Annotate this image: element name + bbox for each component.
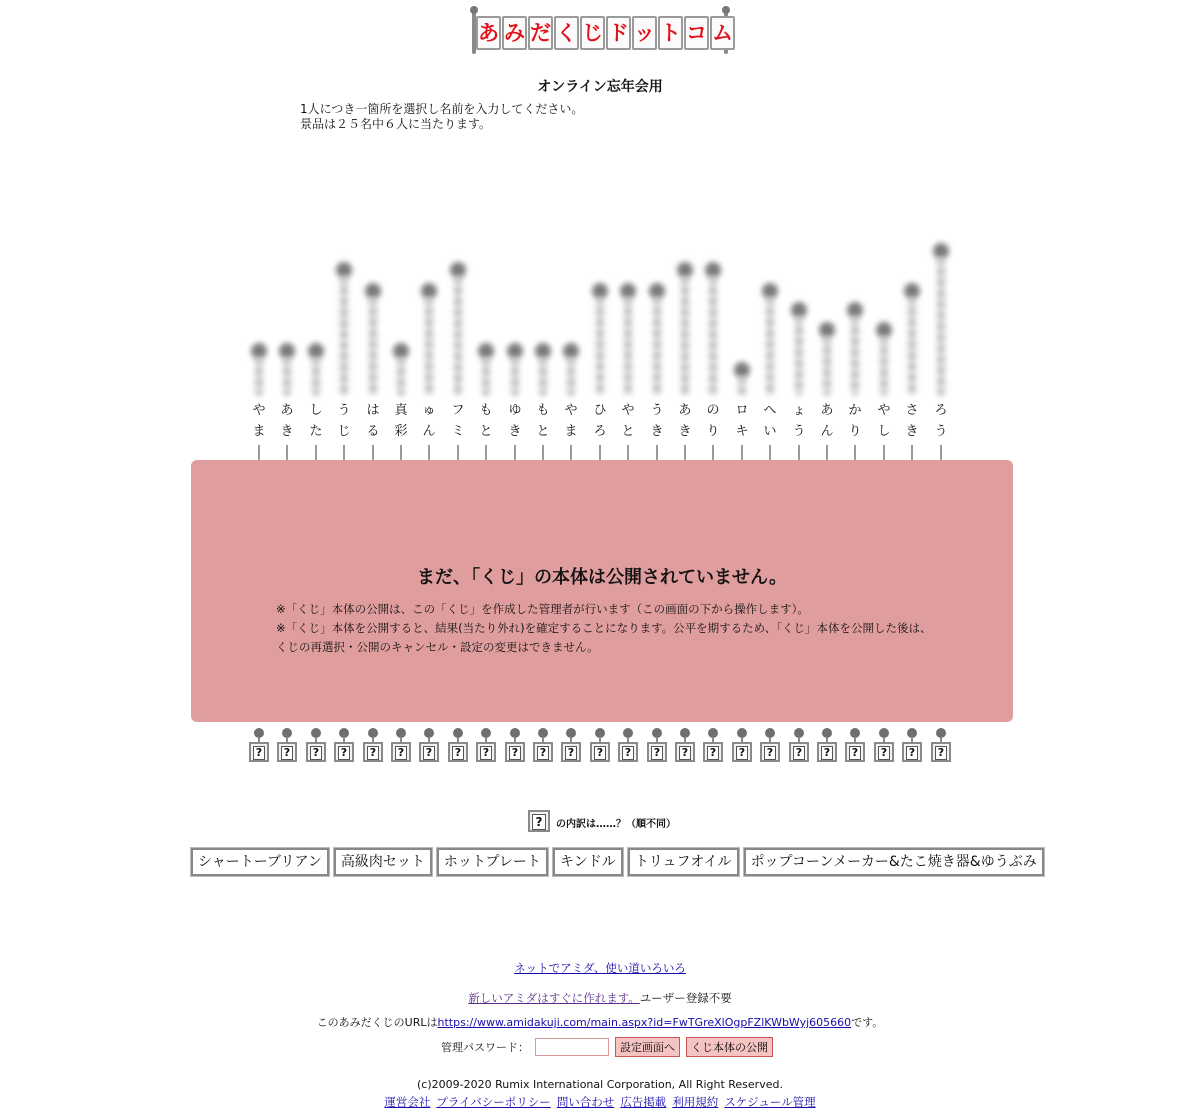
name-char: き — [508, 424, 522, 439]
blurred-stem — [908, 297, 916, 396]
blurred-stem — [766, 297, 774, 396]
name-char: さ — [905, 403, 919, 418]
result-mystery-box — [391, 742, 411, 762]
name-char: き — [905, 424, 919, 439]
publish-button[interactable]: くじ本体の公開 — [686, 1037, 773, 1057]
ladder-line — [826, 445, 828, 460]
question-mark-icon: ? — [395, 746, 407, 760]
name-char: フ — [451, 403, 465, 418]
name-char: と — [536, 424, 550, 439]
breakdown-label: の内訳は……？（順不同） — [556, 819, 676, 830]
participant-name[interactable] — [505, 400, 525, 442]
ladder-line — [258, 445, 260, 460]
question-mark-icon: ? — [622, 746, 634, 760]
name-char: う — [650, 403, 664, 418]
site-logo[interactable] — [472, 8, 733, 56]
name-char: あ — [820, 403, 834, 418]
question-mark-icon: ? — [793, 746, 805, 760]
name-char: ひ — [593, 403, 607, 418]
blurred-stem — [880, 336, 888, 396]
name-char: ま — [564, 424, 578, 439]
name-char: や — [877, 403, 891, 418]
name-char: ゅ — [422, 403, 436, 418]
instructions — [300, 102, 583, 132]
result-mystery-box — [419, 742, 439, 762]
blurred-stem — [653, 297, 661, 396]
blurred-stem — [709, 276, 717, 396]
ladder-line — [940, 445, 942, 460]
question-mark-icon: ? — [679, 746, 691, 760]
result-mystery-box — [647, 742, 667, 762]
participant-name[interactable] — [732, 400, 752, 442]
logo-banner — [476, 16, 733, 50]
name-char: ん — [820, 424, 834, 439]
name-char: の — [706, 403, 720, 418]
name-char: う — [792, 424, 806, 439]
name-char: や — [252, 403, 266, 418]
blurred-stem — [312, 357, 320, 396]
logo-cap-right — [722, 6, 730, 14]
result-mystery-box — [675, 742, 695, 762]
ladder-line — [542, 445, 544, 460]
instruction-line-1: 1人につき一箇所を選択し名前を入力してください。 — [300, 102, 584, 116]
notice-note-1: ※「くじ」本体の公開は、この「くじ」を作成した管理者が行います（この画面の下から操作します）。 — [276, 602, 809, 616]
url-suffix: です。 — [851, 1016, 884, 1029]
participant-name[interactable] — [306, 400, 326, 442]
name-char: い — [763, 424, 777, 439]
blurred-stem — [681, 276, 689, 396]
result-mystery-box — [789, 742, 809, 762]
ladder-line — [854, 445, 856, 460]
name-char: き — [280, 424, 294, 439]
ladder-line — [769, 445, 771, 460]
name-char: ょ — [792, 403, 806, 418]
footer-link[interactable]: 運営会社 — [384, 1095, 431, 1109]
unpublished-notice-panel — [191, 460, 1013, 722]
question-mark-icon: ? — [764, 746, 776, 760]
blurred-stem — [851, 316, 859, 396]
footer-links — [0, 1094, 1200, 1110]
ladder-line — [712, 445, 714, 460]
participant-name[interactable] — [902, 400, 922, 442]
prize-item: トリュフオイル — [628, 848, 739, 876]
blurred-stem — [425, 297, 433, 396]
result-mystery-box — [561, 742, 581, 762]
name-char: キ — [735, 424, 749, 439]
instruction-line-2: 景品は２５名中６人に当たります。 — [300, 117, 492, 131]
name-char: る — [366, 424, 380, 439]
ladder-line — [286, 445, 288, 460]
participant-name[interactable] — [277, 400, 297, 442]
result-mystery-box — [732, 742, 752, 762]
admin-password-row — [441, 1037, 773, 1057]
participant-name[interactable] — [419, 400, 439, 442]
ladder-line — [627, 445, 629, 460]
question-mark-icon: ? — [281, 746, 293, 760]
participant-name[interactable] — [845, 400, 865, 442]
participant-name[interactable] — [476, 400, 496, 442]
participant-name[interactable] — [931, 400, 951, 442]
footer-link[interactable]: 利用規約 — [672, 1095, 719, 1109]
result-mystery-box — [334, 742, 354, 762]
result-mystery-box — [306, 742, 326, 762]
name-char: あ — [280, 403, 294, 418]
name-char: ん — [422, 424, 436, 439]
name-char: も — [479, 403, 493, 418]
ladder-line — [684, 445, 686, 460]
name-char: う — [337, 403, 351, 418]
blurred-stem — [283, 357, 291, 396]
name-char: や — [564, 403, 578, 418]
logo-letter: く — [554, 16, 579, 50]
participant-name[interactable] — [618, 400, 638, 442]
name-char: も — [536, 403, 550, 418]
blurred-stem — [937, 257, 945, 396]
prize-item: ホットプレート — [437, 848, 548, 876]
name-char: ろ — [593, 424, 607, 439]
blurred-stem — [340, 276, 348, 396]
result-mystery-box — [845, 742, 865, 762]
url-row — [0, 1014, 1200, 1030]
notice-title: まだ、「くじ」の本体は公開されていません。 — [416, 567, 788, 588]
question-mark-icon: ? — [565, 746, 577, 760]
logo-letter: ッ — [632, 16, 657, 50]
blurred-stem — [823, 336, 831, 396]
ladder-line — [570, 445, 572, 460]
result-mystery-box — [760, 742, 780, 762]
ladder-line — [741, 445, 743, 460]
ladder-line — [599, 445, 601, 460]
prize-item: キンドル — [553, 848, 623, 876]
new-amida-row — [0, 990, 1200, 1006]
name-char: と — [479, 424, 493, 439]
question-mark-icon: ? — [423, 746, 435, 760]
ladder-line — [798, 445, 800, 460]
blurred-stem — [795, 316, 803, 396]
blurred-ladder-top — [240, 210, 960, 400]
result-mystery-box — [874, 742, 894, 762]
question-mark-icon: ? — [651, 746, 663, 760]
ladder-line — [372, 445, 374, 460]
participant-name[interactable] — [533, 400, 553, 442]
name-char: へ — [763, 403, 777, 418]
uses-link[interactable]: ネットでアミダ、使い道いろいろ — [514, 961, 686, 975]
prize-list — [191, 848, 1044, 876]
footer-link[interactable]: スケジュール管理 — [724, 1095, 816, 1109]
mystery-box-icon: ? — [528, 810, 550, 832]
participant-name[interactable] — [249, 400, 269, 442]
logo-letter: ド — [606, 16, 631, 50]
participant-name[interactable] — [590, 400, 610, 442]
password-input[interactable] — [535, 1038, 609, 1056]
logo-letter: ム — [710, 16, 735, 50]
name-char: り — [848, 424, 862, 439]
prize-item: 高級肉セット — [334, 848, 432, 876]
question-mark-icon: ? — [906, 746, 918, 760]
participant-name[interactable] — [391, 400, 411, 442]
name-char: と — [621, 424, 635, 439]
name-char: き — [650, 424, 664, 439]
uses-link-row — [0, 960, 1200, 976]
logo-letter: あ — [476, 16, 501, 50]
result-mystery-box — [590, 742, 610, 762]
name-char: ろ — [934, 403, 948, 418]
question-mark-icon: ? — [594, 746, 606, 760]
blurred-stem — [255, 357, 263, 396]
footer-link[interactable]: 問い合わせ — [556, 1095, 615, 1109]
ladder-line — [656, 445, 658, 460]
name-char: た — [309, 424, 323, 439]
notice-body — [276, 600, 936, 657]
result-mystery-box — [817, 742, 837, 762]
participant-name[interactable] — [448, 400, 468, 442]
participant-name[interactable] — [874, 400, 894, 442]
question-mark-icon: ? — [338, 746, 350, 760]
result-mystery-box — [249, 742, 269, 762]
question-mark-icon: ? — [849, 746, 861, 760]
logo-letter: だ — [528, 16, 553, 50]
name-char: あ — [678, 403, 692, 418]
result-mystery-box — [931, 742, 951, 762]
blurred-stem — [539, 357, 547, 396]
logo-letter: コ — [684, 16, 709, 50]
ladder-line — [400, 445, 402, 460]
logo-letter: ト — [658, 16, 683, 50]
footer-link[interactable]: プライバシーポリシー — [436, 1095, 551, 1109]
result-mystery-box — [533, 742, 553, 762]
participant-name[interactable] — [789, 400, 809, 442]
question-mark-icon: ? — [821, 746, 833, 760]
participant-name[interactable] — [363, 400, 383, 442]
name-char: 彩 — [394, 424, 408, 439]
result-mystery-box — [902, 742, 922, 762]
participant-name[interactable] — [817, 400, 837, 442]
participant-name[interactable] — [703, 400, 723, 442]
result-mystery-box — [618, 742, 638, 762]
blurred-stem — [624, 297, 632, 396]
name-char: う — [934, 424, 948, 439]
result-mystery-box — [703, 742, 723, 762]
prize-item: シャートーブリアン — [191, 848, 329, 876]
question-mark-icon: ? — [736, 746, 748, 760]
participant-name[interactable] — [647, 400, 667, 442]
result-mystery-box — [476, 742, 496, 762]
name-char: か — [848, 403, 862, 418]
ladder-line — [485, 445, 487, 460]
name-char: き — [678, 424, 692, 439]
name-char: ま — [252, 424, 266, 439]
result-mystery-box — [505, 742, 525, 762]
logo-cap-left — [470, 6, 478, 14]
password-label: 管理パスワード： — [441, 1041, 529, 1054]
result-mystery-box — [363, 742, 383, 762]
logo-letter: み — [502, 16, 527, 50]
name-char: し — [309, 403, 323, 418]
ladder-line — [514, 445, 516, 460]
name-char: り — [706, 424, 720, 439]
ladder-line — [343, 445, 345, 460]
no-registration-note: ユーザー登録不要 — [639, 991, 732, 1005]
amida-url-link[interactable]: https://www.amidakuji.com/main.aspx?id=FwTGreXlOgpFZlKWbWyj605660 — [437, 1016, 852, 1029]
name-char: じ — [337, 424, 351, 439]
participant-name[interactable] — [675, 400, 695, 442]
result-mystery-box — [277, 742, 297, 762]
ladder-line — [315, 445, 317, 460]
name-char: 真 — [394, 403, 408, 418]
result-mystery-box — [448, 742, 468, 762]
footer-link[interactable]: 広告掲載 — [620, 1095, 667, 1109]
participant-name[interactable] — [334, 400, 354, 442]
question-mark-icon: ? — [253, 746, 265, 760]
settings-button[interactable]: 設定画面へ — [615, 1037, 680, 1057]
name-char: は — [366, 403, 380, 418]
new-amida-link[interactable]: 新しいアミダはすぐに作れます。 — [468, 991, 640, 1005]
blurred-stem — [454, 276, 462, 396]
page-subtitle: オンライン忘年会用 — [537, 79, 663, 95]
blurred-stem — [482, 357, 490, 396]
question-mark-icon: ? — [480, 746, 492, 760]
name-char: や — [621, 403, 635, 418]
question-mark-icon: ? — [878, 746, 890, 760]
question-mark-icon: ? — [509, 746, 521, 760]
ladder-line — [457, 445, 459, 460]
name-char: ミ — [451, 424, 465, 439]
question-mark-icon: ? — [310, 746, 322, 760]
blurred-stem — [397, 357, 405, 396]
logo-letter: じ — [580, 16, 605, 50]
name-char: し — [877, 424, 891, 439]
name-char: ロ — [735, 403, 749, 418]
question-mark-icon: ? — [935, 746, 947, 760]
participant-name[interactable] — [561, 400, 581, 442]
participant-name[interactable] — [760, 400, 780, 442]
question-mark-icon: ? — [707, 746, 719, 760]
ladder-line — [428, 445, 430, 460]
blurred-stem — [369, 297, 377, 396]
copyright: (c)2009-2020 Rumix International Corporation, All Right Reserved. — [417, 1078, 783, 1091]
notice-note-2: ※「くじ」本体を公開すると、結果(当たり外れ)を確定することになります。公平を期するため、「くじ」本体を公開した後は、くじの再選択・公開のキャンセル・設定の変更はできません。 — [276, 621, 932, 654]
blurred-stem — [511, 357, 519, 396]
ladder-line — [911, 445, 913, 460]
prize-item: ポップコーンメーカー&たこ焼き器&ゆうぶみ — [744, 848, 1044, 876]
url-prefix: このあみだくじのURLは — [316, 1016, 438, 1029]
blurred-stem — [738, 376, 746, 396]
name-char: ゆ — [508, 403, 522, 418]
question-mark-icon: ? — [452, 746, 464, 760]
question-mark-icon: ? — [367, 746, 379, 760]
blurred-stem — [567, 357, 575, 396]
question-mark-icon: ? — [537, 746, 549, 760]
ladder-line — [883, 445, 885, 460]
blurred-stem — [596, 297, 604, 396]
